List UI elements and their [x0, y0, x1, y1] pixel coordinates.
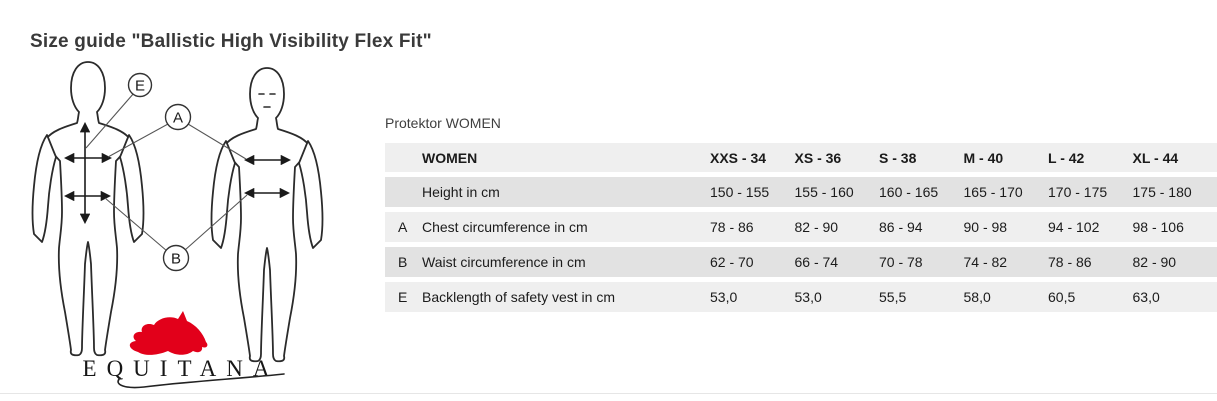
size-header-cell: XS - 36 [794, 149, 842, 166]
bottom-divider [0, 393, 1217, 394]
table-header-row [385, 143, 1217, 172]
value-cell: 62 - 70 [710, 254, 754, 270]
row-label-cell: Height in cm [422, 184, 500, 200]
row-label-cell: Chest circumference in cm [422, 219, 588, 235]
value-cell: 94 - 102 [1048, 219, 1100, 235]
marker-label-back-length: E [134, 77, 146, 95]
row-label-cell: Backlength of safety vest in cm [422, 289, 615, 305]
row-letter-cell: A [398, 219, 408, 235]
value-cell: 78 - 86 [1048, 254, 1092, 270]
table-caption: Protektor WOMEN [385, 115, 501, 131]
size-header-cell: M - 40 [963, 149, 1004, 166]
value-cell: 155 - 160 [794, 184, 854, 200]
table-row [385, 177, 1217, 207]
value-cell: 58,0 [963, 289, 991, 305]
value-cell: 86 - 94 [879, 219, 923, 235]
row-label-cell: Waist circumference in cm [422, 254, 586, 270]
figure-back-view [33, 62, 144, 355]
value-cell: 66 - 74 [794, 254, 839, 270]
logo-wordmark: EQUITANA [82, 356, 280, 381]
value-cell: 74 - 82 [963, 254, 1008, 270]
value-cell: 78 - 86 [710, 219, 754, 235]
size-table-section [385, 116, 1217, 312]
page-title: Size guide "Ballistic High Visibility Flex Fit" [30, 31, 432, 52]
value-cell: 60,5 [1048, 289, 1076, 305]
value-cell: 55,5 [879, 289, 907, 305]
value-cell: 175 - 180 [1132, 184, 1192, 200]
value-cell: 98 - 106 [1132, 219, 1184, 235]
value-cell: 63,0 [1132, 289, 1160, 305]
value-cell: 82 - 90 [794, 219, 839, 235]
table-row [385, 247, 1217, 277]
value-cell: 90 - 98 [963, 219, 1008, 235]
table-row [385, 212, 1217, 242]
value-cell: 70 - 78 [879, 254, 923, 270]
value-cell: 150 - 155 [710, 184, 770, 200]
women-header-cell: WOMEN [422, 149, 478, 166]
value-cell: 170 - 175 [1048, 184, 1108, 200]
figure-front-view [212, 68, 323, 361]
value-cell: 53,0 [794, 289, 822, 305]
size-table-body [385, 177, 1217, 312]
size-header-cell: XXS - 34 [710, 149, 767, 166]
size-header-cell: S - 38 [879, 149, 917, 166]
measurement-diagram [0, 0, 380, 401]
horse-head-icon [130, 311, 208, 355]
table-row [385, 282, 1217, 312]
value-cell: 165 - 170 [963, 184, 1023, 200]
value-cell: 53,0 [710, 289, 738, 305]
value-cell: 82 - 90 [1132, 254, 1177, 270]
size-header-cell: L - 42 [1048, 149, 1085, 166]
row-letter-cell: B [398, 254, 408, 270]
size-header-cell: XL - 44 [1132, 149, 1179, 166]
row-letter-cell: E [398, 289, 408, 305]
marker-label-chest: A [172, 109, 184, 127]
value-cell: 160 - 165 [879, 184, 939, 200]
marker-label-waist: B [170, 250, 182, 268]
